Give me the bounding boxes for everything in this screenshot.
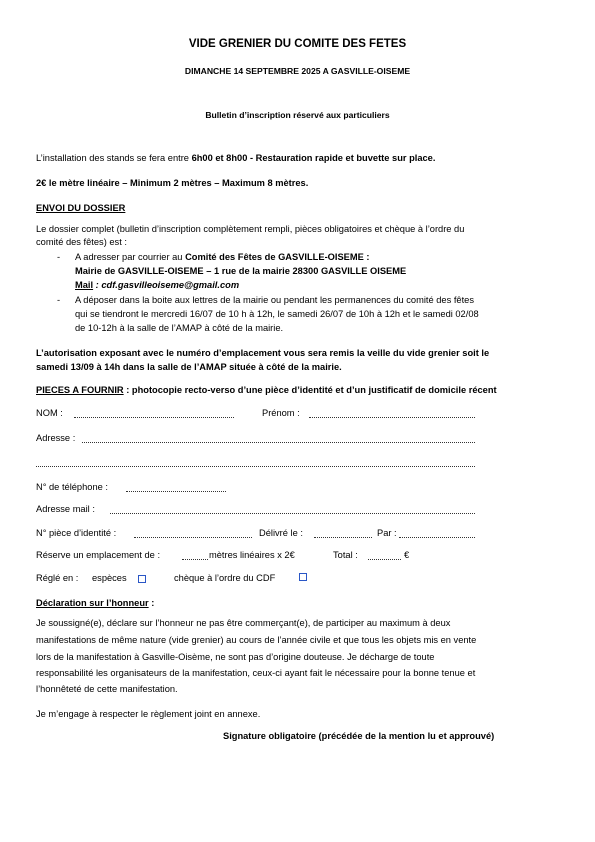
- envoi-item-1-recipient: Comité des Fêtes de GASVILLE-OISEME :: [185, 252, 370, 262]
- envoi-item-2-line-2: qui se tiendront le mercredi 16/07 de 10 h à 12h, le samedi 26/07 de 10h à 12h et le samedi 02/08: [75, 309, 479, 319]
- delivre-label: Délivré le :: [259, 528, 303, 538]
- document-title: VIDE GRENIER DU COMITE DES FETES: [188, 38, 407, 50]
- envoi-item-2-line-3: de 10-12h à la salle de l’AMAP à côté de la mairie.: [75, 323, 284, 333]
- total-label: Total :: [333, 550, 358, 560]
- email-field[interactable]: [110, 513, 475, 514]
- bullet-dash-1: -: [57, 252, 61, 262]
- envoi-heading: ENVOI DU DOSSIER: [36, 203, 126, 213]
- installation-hours: 6h00 et 8h00 - Restauration rapide et buvette sur place.: [191, 153, 436, 163]
- par-label: Par :: [377, 528, 397, 538]
- adresse-label: Adresse :: [36, 433, 76, 443]
- especes-label: espèces: [92, 573, 127, 583]
- mail-label: Mail: [75, 280, 94, 290]
- mairie-address: Mairie de GASVILLE-OISEME – 1 rue de la mairie 28300 GASVILLE OISEME: [75, 266, 407, 276]
- declaration-heading: Déclaration sur l’honneur: [36, 598, 149, 608]
- declaration-line-3: lors de la manifestation à Gasville-Oisème, ne sont pas d’origine douteuse. Je décharge de toute: [36, 652, 435, 662]
- metres-field[interactable]: [182, 559, 208, 560]
- envoi-paragraph-line-1: Le dossier complet (bulletin d’inscription complètement rempli, pièces obligatoires et chèque à l’ordre du: [36, 224, 465, 234]
- envoi-item-1-line-1: [75, 251, 370, 263]
- declaration-colon: :: [148, 598, 155, 608]
- envoi-item-2-line-1: A déposer dans la boite aux lettres de la mairie ou pendant les permanences du comité des fêtes: [75, 295, 474, 305]
- pieces-text: : photocopie recto-verso d’une pièce d’identité et d’un justificatif de domicile récent: [123, 385, 497, 395]
- envoi-item-1-text: A adresser par courrier au: [75, 252, 186, 262]
- price-line: 2€ le mètre linéaire – Minimum 2 mètres – Maximum 8 mètres.: [36, 178, 309, 188]
- prenom-field[interactable]: [309, 417, 475, 418]
- telephone-label: N° de téléphone :: [36, 482, 108, 492]
- declaration-line-4: responsabilité les organisateurs de la manifestation, ceux-ci ayant fait le nécessaire pour la bonne tenue et: [36, 668, 476, 678]
- piece-identite-field[interactable]: [134, 537, 252, 538]
- installation-line: [36, 152, 435, 164]
- especes-checkbox[interactable]: [138, 575, 146, 583]
- email-label: Adresse mail :: [36, 504, 95, 514]
- autorisation-line-2: samedi 13/09 à 14h dans la salle de l’AMAP située à côté de la mairie.: [36, 362, 342, 372]
- euro-sign: €: [404, 550, 410, 560]
- mail-address: : cdf.gasvilleoiseme@gmail.com: [93, 280, 240, 290]
- adresse-field-line-2[interactable]: [36, 466, 475, 467]
- autorisation-line-1: L’autorisation exposant avec le numéro d’emplacement vous sera remis la veille du vide grenier soit le: [36, 348, 490, 358]
- declaration-line-1: Je soussigné(e), déclare sur l’honneur ne pas être commerçant(e), de participer au maximum à deux: [36, 618, 451, 628]
- event-date-line: DIMANCHE 14 SEPTEMBRE 2025 A GASVILLE-OISEME: [184, 66, 411, 76]
- telephone-field[interactable]: [126, 491, 226, 492]
- metres-lineaires-label: mètres linéaires x 2€: [209, 550, 295, 560]
- regle-label: Réglé en :: [36, 573, 79, 583]
- nom-label: NOM :: [36, 408, 63, 418]
- nom-field[interactable]: [74, 417, 234, 418]
- prenom-label: Prénom :: [262, 408, 300, 418]
- cheque-label: chèque à l’ordre du CDF: [174, 573, 276, 583]
- cheque-checkbox[interactable]: [299, 573, 307, 581]
- adresse-field-line-1[interactable]: [82, 442, 475, 443]
- par-field[interactable]: [399, 537, 475, 538]
- bullet-dash-2: -: [57, 295, 61, 305]
- installation-text: L’installation des stands se fera entre: [36, 153, 192, 163]
- document-subtitle: Bulletin d’inscription réservé aux particuliers: [205, 110, 390, 120]
- declaration-line-2: manifestations de même nature (vide grenier) au cours de l’année civile et que tous les objets mis en vente: [36, 635, 477, 645]
- pieces-line: [36, 384, 497, 396]
- declaration-line-5: l’honnêteté de cette manifestation.: [36, 684, 178, 694]
- declaration-heading-line: [36, 597, 154, 609]
- piece-identite-label: N° pièce d’identité :: [36, 528, 117, 538]
- pieces-label: PIECES A FOURNIR: [36, 385, 124, 395]
- reserve-label: Réserve un emplacement de :: [36, 550, 161, 560]
- mail-line: [75, 279, 239, 291]
- engagement-line: Je m’engage à respecter le règlement joint en annexe.: [36, 709, 261, 719]
- total-field[interactable]: [368, 559, 401, 560]
- signature-instruction: Signature obligatoire (précédée de la mention lu et approuvé): [223, 731, 495, 741]
- delivre-field[interactable]: [314, 537, 372, 538]
- envoi-paragraph-line-2: comité des fêtes) est :: [36, 237, 127, 247]
